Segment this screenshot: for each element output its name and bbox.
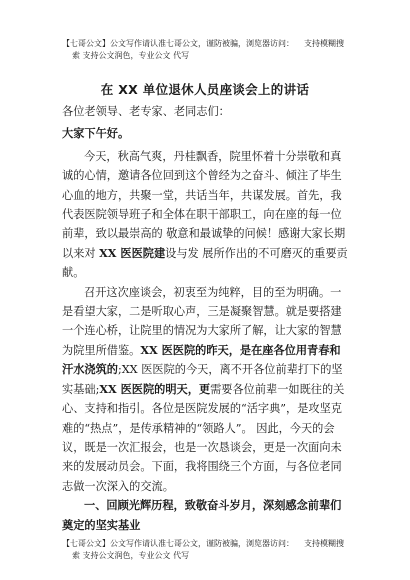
paragraph-1-tail: 设与发 展所作出的不可磨灭的重要贡献。 [62,246,348,280]
document-title: 在 XX 单位退休人员座谈会上的讲话 [100,82,310,97]
paragraph-2-text: 召开这次座谈会，初衷至为纯粹，目的至为明确。一是看望大家，二是听取心声，三是凝聚智慧。就是要搭建一个连心桥，让院里的情况为大家所了解，让大家的智慧为院里所借鉴。 [62,285,342,357]
paragraph-2-tail: 需要各位前辈一如既往的关心、支持和指引。各位是医院发展的“活字典”，是攻坚克难的“热点”，是传承精神的“领路人”。 因此，今天的会议，既是一次汇报会，也是一次恳谈会，更是一次面向未来的发展动员会。下面，我将围绕三个方面，与各位老同志做一次深入的交流。 [62,382,345,493]
paragraph-2-today: ;XX 医医院的今天，离不开各位前辈打下的坚实基础; [62,363,343,396]
paragraph-1-text: 今天，秋高气爽，丹桂飘香，院里怀着十分崇敬和真诚的心情，邀请各位回到这个曾经为之奋斗、倾注了毕生心血的地方，共聚一堂，共话当年，共谋发展。首先，我代表医院领导班子和全体在职干部职工，向在座的每一位前辈，致以最崇高的 敬意和最诚挚的问候！感谢大家长期以来对 [62,149,346,260]
salutation: 各位老领导、老专家、老同志们： [62,105,230,118]
greeting: 大家下午好。 [62,126,130,141]
footer-line-2: 索 支持公文润色，专业公文 代写 [72,551,190,560]
paragraph-2-bold-yesterday: XX 医医院的昨天，是在座各位用青春和汗水浇筑的 [62,342,341,377]
header-line-2: 索 支持公文润色，专业公文 代写 [72,51,190,60]
paragraph-1-bold: XX 医医院建 [99,245,166,260]
paragraph-1 [62,147,350,283]
document-body [62,102,350,535]
footer-line-1: 【七哥公文】公文写作请认准七哥公文，谨防被骗，浏览器访问： [62,539,294,548]
footer-line-1-tail: 支持模糊搜 [304,539,344,548]
page-footer-notice [62,538,362,562]
page-header-notice [62,38,362,62]
paragraph-2 [62,283,350,496]
header-line-1-tail: 支持模糊搜 [304,39,344,48]
header-line-1: 【七哥公文】公文写作请认准七哥公文，谨防被骗，浏览器访问： [62,39,294,48]
section-heading-1: 一、回顾光辉历程，致敬奋斗岁月，深刻感念前辈们奠定的坚实基业 [62,498,342,532]
paragraph-2-bold-tomorrow: XX 医医院的明天，更 [99,381,211,396]
